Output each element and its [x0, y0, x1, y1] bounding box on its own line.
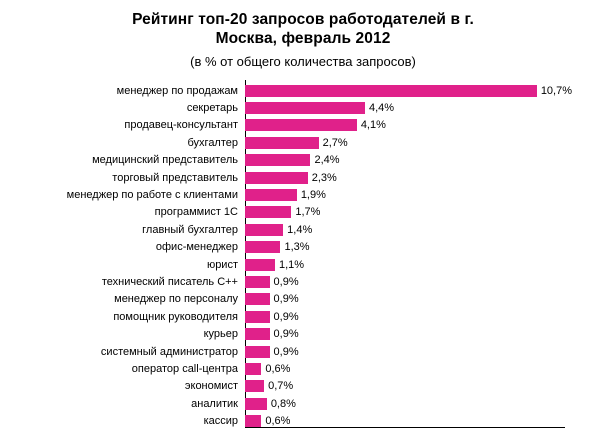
chart-title-line2: Москва, февраль 2012 [215, 30, 391, 47]
bar-value-label: 2,3% [311, 171, 337, 184]
bar-value-label: 1,3% [284, 241, 310, 254]
chart-title-block [0, 10, 606, 71]
bar-row [0, 412, 606, 429]
bar-value-label: 0,9% [273, 345, 299, 358]
bar-value-label: 0,9% [273, 293, 299, 306]
bar-value-label: 0,9% [273, 310, 299, 323]
bar-value-label: 0,9% [273, 328, 299, 341]
bar [245, 172, 308, 184]
bar-container [245, 273, 606, 290]
bar [245, 154, 310, 166]
bar-row [0, 204, 606, 221]
category-label: менеджер по работе с клиентами [66, 189, 238, 202]
bar-value-label: 0,6% [265, 415, 291, 428]
bar-container [245, 308, 606, 325]
bar-container [245, 221, 606, 238]
bar [245, 328, 270, 340]
bar-row [0, 186, 606, 203]
bar [245, 85, 537, 97]
bar-container [245, 343, 606, 360]
bar-row [0, 395, 606, 412]
bar-container [245, 99, 606, 116]
bar-value-label: 4,4% [369, 102, 395, 115]
category-label: системный администратор [100, 345, 238, 358]
category-label: менеджер по персоналу [114, 293, 238, 306]
bar-container [245, 204, 606, 221]
bar [245, 206, 291, 218]
bar [245, 363, 261, 375]
bar-value-label: 2,4% [314, 154, 340, 167]
category-label: торговый представитель [112, 171, 238, 184]
category-label: продавец-консультант [124, 119, 238, 132]
category-label: секретарь [186, 102, 238, 115]
bar [245, 137, 319, 149]
bar-row [0, 291, 606, 308]
bar [245, 311, 270, 323]
bar [245, 102, 365, 114]
bar-container [245, 412, 606, 429]
bar-value-label: 1,4% [287, 223, 313, 236]
bar [245, 259, 275, 271]
bar-row [0, 360, 606, 377]
bar-value-label: 10,7% [540, 84, 573, 97]
category-label: аналитик [191, 397, 238, 410]
bar-container [245, 256, 606, 273]
category-label: кассир [203, 415, 238, 428]
category-label: помощник руководителя [113, 310, 238, 323]
bar-container [245, 134, 606, 151]
bar-value-label: 4,1% [360, 119, 386, 132]
category-label: менеджер по продажам [116, 84, 238, 97]
bar-container [245, 325, 606, 342]
bar [245, 276, 270, 288]
bar-value-label: 0,9% [273, 275, 299, 288]
bar [245, 293, 270, 305]
bar-row [0, 378, 606, 395]
bar-container [245, 360, 606, 377]
bar-row [0, 134, 606, 151]
bar-row [0, 343, 606, 360]
bar-row [0, 99, 606, 116]
bar-row [0, 221, 606, 238]
bar [245, 380, 264, 392]
bar-container [245, 82, 606, 99]
bar [245, 241, 280, 253]
bar-row [0, 308, 606, 325]
bar [245, 119, 357, 131]
bar-container [245, 291, 606, 308]
bar [245, 398, 267, 410]
bar-value-label: 1,7% [295, 206, 321, 219]
bar-container [245, 169, 606, 186]
bar-value-label: 1,9% [300, 189, 326, 202]
bar-container [245, 152, 606, 169]
category-label: экономист [184, 380, 238, 393]
bar-value-label: 0,6% [265, 362, 291, 375]
bar [245, 189, 297, 201]
chart-subtitle: (в % от общего количества запросов) [190, 54, 416, 69]
bar-row [0, 169, 606, 186]
bar-row [0, 82, 606, 99]
bar-container [245, 117, 606, 134]
bar-container [245, 378, 606, 395]
plot-area [0, 80, 606, 428]
bar-row [0, 239, 606, 256]
category-label: технический писатель С++ [101, 275, 238, 288]
bar-row [0, 256, 606, 273]
category-label: оператор call-центра [131, 362, 238, 375]
chart-title-line1: Рейтинг топ-20 запросов работодателей в г. [132, 11, 474, 28]
bar [245, 346, 270, 358]
bar-row [0, 273, 606, 290]
bar-row [0, 152, 606, 169]
category-label: курьер [203, 328, 238, 341]
bar [245, 415, 261, 427]
bar-container [245, 239, 606, 256]
bar-rows [0, 82, 606, 430]
category-label: юрист [206, 258, 238, 271]
bar-row [0, 325, 606, 342]
category-label: программист 1С [154, 206, 238, 219]
bar-value-label: 0,8% [270, 397, 296, 410]
bar-value-label: 2,7% [322, 136, 348, 149]
bar-row [0, 117, 606, 134]
bar [245, 224, 283, 236]
bar-value-label: 0,7% [268, 380, 294, 393]
category-label: бухгалтер [187, 136, 238, 149]
bar-container [245, 186, 606, 203]
category-label: офис-менеджер [155, 241, 238, 254]
bar-container [245, 395, 606, 412]
category-label: медицинский представитель [92, 154, 238, 167]
bar-value-label: 1,1% [279, 258, 305, 271]
category-label: главный бухгалтер [142, 223, 238, 236]
